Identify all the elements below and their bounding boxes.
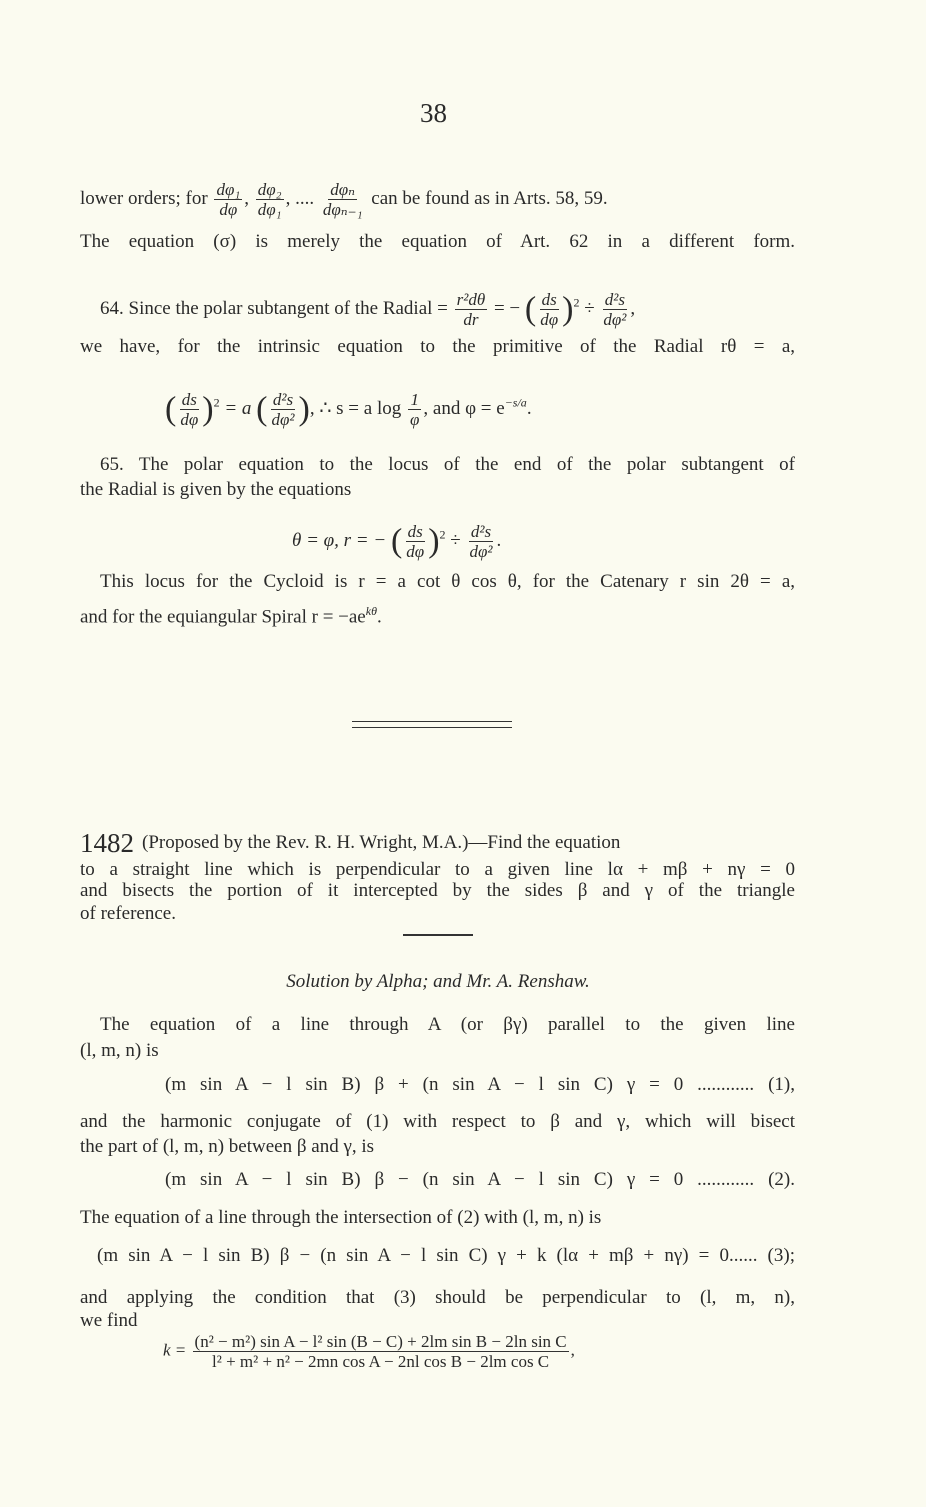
fraction bbox=[178, 390, 200, 429]
text-line: of reference. bbox=[80, 903, 176, 924]
denominator: dr bbox=[463, 310, 479, 329]
text: can be found as in Arts. 58, 59. bbox=[371, 187, 608, 209]
text-line: and for the equiangular Spiral $r = -ae^{k\theta}$. bbox=[80, 604, 382, 628]
fraction bbox=[256, 180, 284, 219]
exponent: −s/a bbox=[504, 395, 527, 410]
text-line: and the harmonic conjugate of (1) with respect to β and γ, which will bisect bbox=[80, 1111, 795, 1132]
equation-3: (m sin A − l sin B) β − (n sin A − l sin C) γ + k (lα + mβ + nγ) = 0...... (3); bbox=[97, 1245, 795, 1266]
fraction bbox=[214, 180, 242, 219]
numerator: dφₙ bbox=[330, 180, 356, 199]
text-line: and bisects the portion of it intercepted by the sides β and γ of the triangle bbox=[80, 880, 795, 901]
numerator: ds bbox=[541, 290, 557, 309]
text-line: The equation (σ) is merely the equation of Art. 62 in a different form. bbox=[80, 231, 795, 252]
text-line: we have, for the intrinsic equation to the primitive of the Radial rθ = a, bbox=[80, 336, 795, 357]
numerator: d²s bbox=[604, 290, 626, 309]
text: = − bbox=[493, 297, 521, 319]
text-line: This locus for the Cycloid is r = a cot θ cos θ, for the Catenary r sin 2θ = a, bbox=[100, 571, 795, 592]
question-line bbox=[80, 828, 795, 858]
text: θ = φ, r = − bbox=[292, 529, 387, 551]
equation-1: (m sin A − l sin B) β + (n sin A − l sin C) γ = 0 ............ (1), bbox=[165, 1074, 795, 1095]
text-line: the part of (l, m, n) between β and γ, is bbox=[80, 1136, 375, 1157]
fraction bbox=[269, 390, 296, 429]
fraction bbox=[455, 290, 488, 329]
divider-rule bbox=[352, 727, 512, 728]
numerator: ds bbox=[181, 390, 197, 409]
article-64: 64. Since the polar subtangent of the Radial = $\frac{\text{r²dθ}}{dr}$ = − ( $\frac{ds}{d\varphi}$ )$^2$ ÷ $\frac{\text{d²s}}{\text{dφ²}}$ , bbox=[100, 290, 636, 329]
numerator: 1 bbox=[410, 390, 419, 409]
text-line: lower orders; for $\frac{\text{dφ₁}}{d\varphi}$ , $\frac{\text{dφ₂}}{\text{dφ₁}}$ , .... dφₙ dφₙ₋₁ can be found as in Arts. 58, 59. bbox=[80, 180, 608, 219]
text: , and φ = e bbox=[423, 397, 505, 419]
text: 64. Since the polar subtangent of the Radial = bbox=[100, 297, 448, 319]
text: , .... bbox=[285, 187, 315, 209]
text-line: The equation of a line through A (or βγ) parallel to the given line bbox=[100, 1014, 795, 1035]
denominator: φ bbox=[409, 410, 420, 429]
text: lower orders; for bbox=[80, 187, 208, 209]
denominator: dφ² bbox=[271, 410, 295, 429]
fraction bbox=[538, 290, 560, 329]
numerator: r²dθ bbox=[456, 290, 486, 309]
divider-rule bbox=[352, 721, 512, 722]
fraction bbox=[408, 390, 421, 429]
numerator: dφ₂ bbox=[257, 180, 282, 199]
exponent: kθ bbox=[365, 604, 377, 618]
text-line: to a straight line which is perpendicular to a given line lα + mβ + nγ = 0 bbox=[80, 859, 795, 880]
numerator: d²s bbox=[470, 522, 492, 541]
equation-k bbox=[163, 1332, 723, 1371]
text: ÷ bbox=[584, 297, 595, 319]
question-number: 1482 bbox=[80, 828, 134, 858]
denominator: dφ₁ bbox=[257, 200, 282, 219]
equation-2: (m sin A − l sin B) β − (n sin A − l sin C) γ = 0 ............ (2). bbox=[165, 1169, 795, 1190]
text: , bbox=[570, 1340, 575, 1360]
fraction bbox=[467, 522, 494, 561]
text: and for the equiangular Spiral r = −ae bbox=[80, 606, 366, 628]
equation: ( $\frac{ds}{d\varphi}$ )$^2$ = a ( $\frac{\text{d²s}}{\text{dφ²}}$ ), ∴ s = a log $\frac{1}{\varphi}$ , and $\varphi = e^{-s/a}$. bbox=[165, 390, 532, 429]
text-line: (l, m, n) is bbox=[80, 1040, 159, 1061]
text: ÷ bbox=[450, 529, 461, 551]
denominator: dφ bbox=[219, 200, 238, 219]
text-line: 65. The polar equation to the locus of the end of the polar subtangent of bbox=[100, 454, 795, 475]
numerator: ds bbox=[407, 522, 423, 541]
text-line: The equation of a line through the intersection of (2) with (l, m, n) is bbox=[80, 1207, 602, 1228]
text: , ∴ s = a log bbox=[309, 397, 402, 419]
text-line: we find bbox=[80, 1310, 138, 1331]
denominator: dφ bbox=[406, 542, 425, 561]
numerator: dφ₁ bbox=[216, 180, 241, 199]
divider-rule bbox=[403, 934, 473, 936]
text: k = bbox=[163, 1340, 187, 1360]
numerator: d²s bbox=[272, 390, 294, 409]
solution-heading: Solution by Alpha; and Mr. A. Renshaw. bbox=[286, 971, 590, 992]
text: = a bbox=[224, 397, 252, 419]
denominator: l² + m² + n² − 2mn cos A − 2nl cos B − 2lm cos C bbox=[212, 1352, 550, 1371]
text: (Proposed by the Rev. R. H. Wright, M.A.)—Find the equation bbox=[142, 832, 621, 853]
fraction bbox=[321, 180, 365, 219]
fraction bbox=[404, 522, 426, 561]
denominator: dφ bbox=[540, 310, 559, 329]
denominator: dφ bbox=[180, 410, 199, 429]
denominator: dφₙ₋₁ bbox=[322, 200, 363, 219]
text-line: and applying the condition that (3) should be perpendicular to (l, m, n), bbox=[80, 1287, 795, 1308]
text-line: the Radial is given by the equations bbox=[80, 479, 352, 500]
fraction bbox=[601, 290, 628, 329]
denominator: dφ² bbox=[603, 310, 627, 329]
denominator: dφ² bbox=[469, 542, 493, 561]
fraction bbox=[193, 1332, 569, 1371]
page-number: 38 bbox=[420, 98, 447, 128]
equation: θ = φ, r = − ( $\frac{ds}{d\varphi}$ )$^2$ ÷ $\frac{\text{d²s}}{\text{dφ²}}$ . bbox=[292, 522, 502, 561]
numerator: (n² − m²) sin A − l² sin (B − C) + 2lm sin B − 2ln sin C bbox=[194, 1332, 567, 1351]
